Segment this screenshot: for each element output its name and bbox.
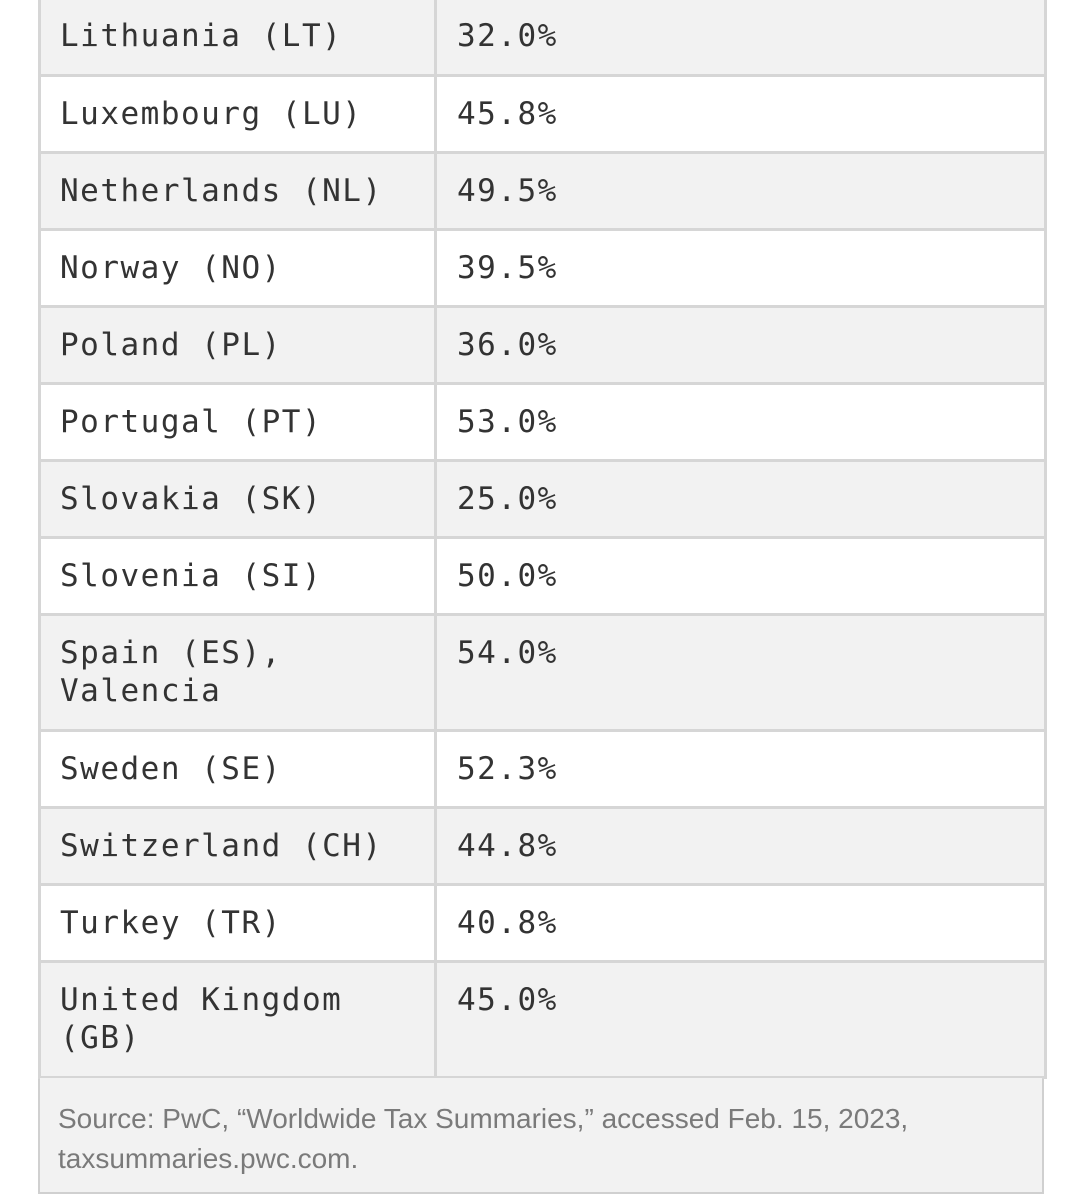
rate-cell: 52.3% — [436, 730, 1046, 807]
country-cell: Slovakia (SK) — [40, 460, 436, 537]
table-row — [40, 75, 1046, 152]
rate-cell: 39.5% — [436, 229, 1046, 306]
rate-cell: 32.0% — [436, 0, 1046, 75]
table-row — [40, 730, 1046, 807]
rate-cell: 40.8% — [436, 884, 1046, 961]
source-text: Source: PwC, “Worldwide Tax Summaries,” accessed Feb. 15, 2023, taxsummaries.pwc.com. — [58, 1103, 909, 1174]
country-cell: Poland (PL) — [40, 306, 436, 383]
country-cell: Turkey (TR) — [40, 884, 436, 961]
tax-rate-table — [38, 0, 1047, 1079]
rate-cell: 49.5% — [436, 152, 1046, 229]
rate-cell: 50.0% — [436, 537, 1046, 614]
table-row — [40, 460, 1046, 537]
country-cell: Sweden (SE) — [40, 730, 436, 807]
table-row — [40, 152, 1046, 229]
country-cell: United Kingdom (GB) — [40, 961, 436, 1077]
rate-cell: 25.0% — [436, 460, 1046, 537]
country-cell: Lithuania (LT) — [40, 0, 436, 75]
table-row — [40, 306, 1046, 383]
source-note — [40, 1078, 1042, 1192]
country-cell: Slovenia (SI) — [40, 537, 436, 614]
table-row — [40, 0, 1046, 75]
rate-cell: 53.0% — [436, 383, 1046, 460]
rate-cell: 45.8% — [436, 75, 1046, 152]
rate-cell: 36.0% — [436, 306, 1046, 383]
country-cell: Switzerland (CH) — [40, 807, 436, 884]
table-row — [40, 383, 1046, 460]
table-row — [40, 807, 1046, 884]
country-cell: Luxembourg (LU) — [40, 75, 436, 152]
table-row — [40, 537, 1046, 614]
table-row — [40, 884, 1046, 961]
table-row — [40, 229, 1046, 306]
country-cell: Portugal (PT) — [40, 383, 436, 460]
country-cell: Norway (NO) — [40, 229, 436, 306]
rate-cell: 54.0% — [436, 614, 1046, 730]
rate-cell: 44.8% — [436, 807, 1046, 884]
rate-cell: 45.0% — [436, 961, 1046, 1077]
country-cell: Netherlands (NL) — [40, 152, 436, 229]
table-row — [40, 961, 1046, 1077]
country-cell: Spain (ES), Valencia — [40, 614, 436, 730]
table-row — [40, 614, 1046, 730]
